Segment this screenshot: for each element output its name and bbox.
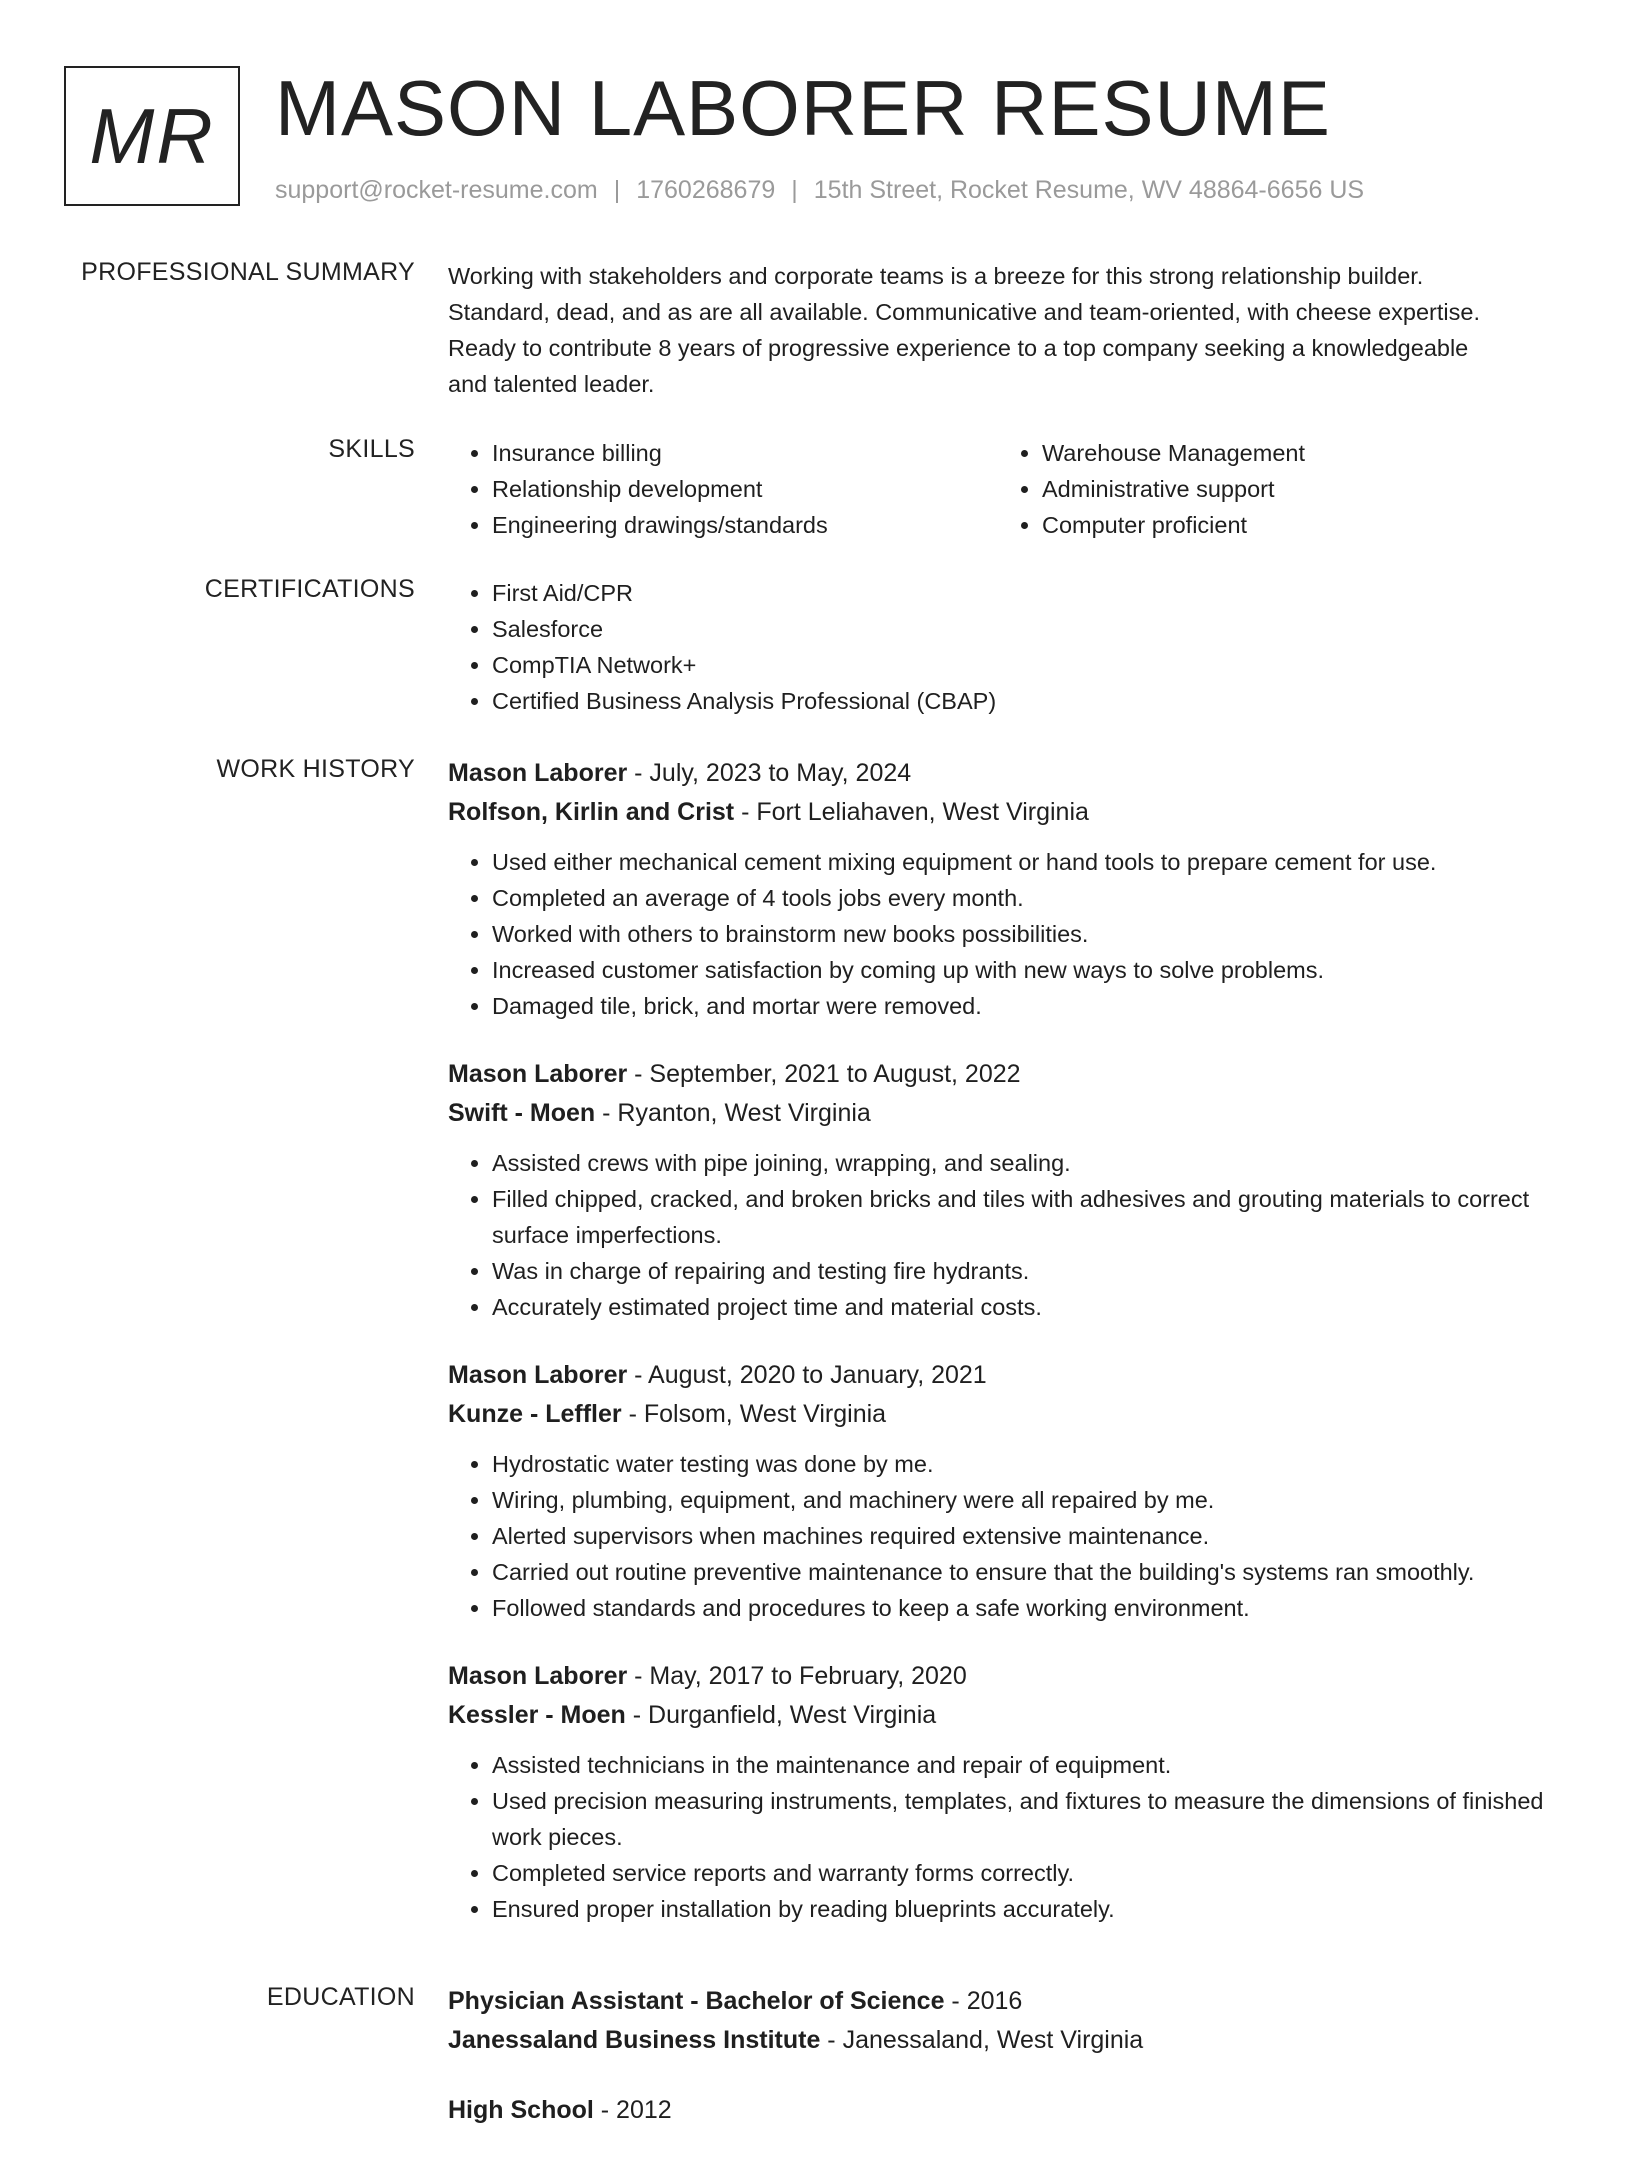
- job-entry: [448, 1357, 1548, 1626]
- contact-separator: |: [613, 176, 621, 204]
- company-location: - Folsom, West Virginia: [621, 1400, 887, 1428]
- duty-item: • Worked with others to brainstorm new books possibilities.: [492, 916, 1548, 952]
- skill-item: • Administrative support: [1042, 471, 1548, 507]
- summary-line: Working with stakeholders and corporate teams is a breeze for this strong relationship builder.: [448, 263, 1424, 289]
- job-entry: [448, 1056, 1548, 1325]
- duty-item: • Increased customer satisfaction by coming up with new ways to solve problems.: [492, 952, 1548, 988]
- school-name: Janessaland Business Institute: [448, 2026, 821, 2054]
- certification-item: • CompTIA Network+: [492, 647, 1548, 683]
- duty-item: • Used either mechanical cement mixing equipment or hand tools to prepare cement for use.: [492, 844, 1548, 880]
- monogram-logo: MR: [64, 66, 240, 206]
- job-dates: - August, 2020 to January, 2021: [627, 1361, 987, 1389]
- job-duties: [448, 844, 1548, 1024]
- section-label-work-history: WORK HISTORY: [216, 755, 415, 783]
- contact-separator: |: [791, 176, 798, 204]
- resume-header: [64, 66, 1564, 211]
- skills-list: [448, 435, 1548, 543]
- job-employer: [448, 1396, 1548, 1432]
- contact-phone: 1760268679: [636, 176, 776, 204]
- certification-item: • Certified Business Analysis Professional (CBAP): [492, 683, 1548, 719]
- education-heading: [448, 1983, 1548, 2019]
- duty-item: • Assisted crews with pipe joining, wrapping, and sealing.: [492, 1145, 1548, 1181]
- job-employer: [448, 1095, 1548, 1131]
- education-entry: [448, 2092, 1548, 2128]
- skill-item: • Computer proficient: [1042, 507, 1548, 543]
- skill-item: • Engineering drawings/standards: [492, 507, 998, 543]
- job-dates: - July, 2023 to May, 2024: [627, 759, 912, 787]
- job-dates: - September, 2021 to August, 2022: [627, 1060, 1021, 1088]
- job-duties: [448, 1747, 1548, 1927]
- summary-line: and talented leader.: [448, 371, 655, 397]
- job-dates: - May, 2017 to February, 2020: [627, 1662, 967, 1690]
- contact-email: support@rocket-resume.com: [275, 176, 598, 204]
- company-location: - Fort Leliahaven, West Virginia: [734, 798, 1089, 826]
- section-label-summary: PROFESSIONAL SUMMARY: [81, 258, 415, 286]
- certifications-list: [448, 575, 1548, 719]
- certifications-body: [448, 575, 1548, 719]
- graduation-year: - 2016: [944, 1987, 1023, 2015]
- degree-name: High School: [448, 2096, 594, 2124]
- resume-title: MASON LABORER RESUME: [275, 64, 1331, 152]
- company-name: Kunze - Leffler: [448, 1400, 622, 1428]
- summary-text: [448, 258, 1548, 402]
- duty-item: • Filled chipped, cracked, and broken bricks and tiles with adhesives and grouting materials to correct surface imperfections.: [492, 1181, 1548, 1253]
- certification-item: • Salesforce: [492, 611, 1548, 647]
- job-employer: [448, 794, 1548, 830]
- job-employer: [448, 1697, 1548, 1733]
- education-entry: [448, 1983, 1548, 2058]
- duty-item: • Wiring, plumbing, equipment, and machinery were all repaired by me.: [492, 1482, 1548, 1518]
- duty-item: • Ensured proper installation by reading blueprints accurately.: [492, 1891, 1548, 1927]
- section-label-skills: SKILLS: [328, 435, 415, 463]
- duty-item: • Accurately estimated project time and material costs.: [492, 1289, 1548, 1325]
- company-name: Rolfson, Kirlin and Crist: [448, 798, 735, 826]
- skill-item: • Relationship development: [492, 471, 998, 507]
- job-heading: [448, 1658, 1548, 1694]
- graduation-year: - 2012: [593, 2096, 672, 2124]
- skill-item: • Warehouse Management: [1042, 435, 1548, 471]
- education-school: [448, 2022, 1548, 2058]
- job-heading: [448, 755, 1548, 791]
- skills-column-left: [448, 435, 998, 543]
- company-name: Kessler - Moen: [448, 1701, 626, 1729]
- skills-column-right: [998, 435, 1548, 543]
- job-title: Mason Laborer: [448, 1662, 628, 1690]
- duty-item: • Assisted technicians in the maintenance and repair of equipment.: [492, 1747, 1548, 1783]
- skill-item: • Insurance billing: [492, 435, 998, 471]
- degree-name: Physician Assistant - Bachelor of Science: [448, 1987, 945, 2015]
- job-title: Mason Laborer: [448, 759, 628, 787]
- duty-item: • Carried out routine preventive maintenance to ensure that the building's systems ran smoothly.: [492, 1554, 1548, 1590]
- summary-line: Ready to contribute 8 years of progressive experience to a top company seeking a knowledgeable: [448, 335, 1469, 361]
- contact-address: 15th Street, Rocket Resume, WV 48864-6656 US: [813, 176, 1365, 204]
- education-body: [448, 1983, 1548, 2160]
- education-heading: [448, 2092, 1548, 2128]
- duty-item: • Hydrostatic water testing was done by me.: [492, 1446, 1548, 1482]
- certification-item: • First Aid/CPR: [492, 575, 1548, 611]
- job-entry: [448, 755, 1548, 1024]
- work-history-body: [448, 755, 1548, 1959]
- duty-item: • Was in charge of repairing and testing fire hydrants.: [492, 1253, 1548, 1289]
- company-name: Swift - Moen: [448, 1099, 596, 1127]
- duty-item: • Alerted supervisors when machines required extensive maintenance.: [492, 1518, 1548, 1554]
- job-heading: [448, 1357, 1548, 1393]
- job-duties: [448, 1446, 1548, 1626]
- duty-item: • Completed an average of 4 tools jobs every month.: [492, 880, 1548, 916]
- job-title: Mason Laborer: [448, 1361, 628, 1389]
- section-label-certifications: CERTIFICATIONS: [204, 575, 415, 603]
- job-duties: [448, 1145, 1548, 1325]
- job-entry: [448, 1658, 1548, 1927]
- duty-item: • Completed service reports and warranty forms correctly.: [492, 1855, 1548, 1891]
- duty-item: • Followed standards and procedures to keep a safe working environment.: [492, 1590, 1548, 1626]
- duty-item: • Used precision measuring instruments, templates, and fixtures to measure the dimensions of finished work pieces.: [492, 1783, 1548, 1855]
- duty-item: • Damaged tile, brick, and mortar were removed.: [492, 988, 1548, 1024]
- company-location: - Ryanton, West Virginia: [595, 1099, 871, 1127]
- contact-line: [275, 176, 1364, 205]
- job-title: Mason Laborer: [448, 1060, 628, 1088]
- school-location: - Janessaland, West Virginia: [820, 2026, 1144, 2054]
- section-label-education: EDUCATION: [266, 1983, 415, 2011]
- company-location: - Durganfield, West Virginia: [625, 1701, 937, 1729]
- summary-line: Standard, dead, and as are all available. Communicative and team-oriented, with cheese expertise.: [448, 299, 1480, 325]
- job-heading: [448, 1056, 1548, 1092]
